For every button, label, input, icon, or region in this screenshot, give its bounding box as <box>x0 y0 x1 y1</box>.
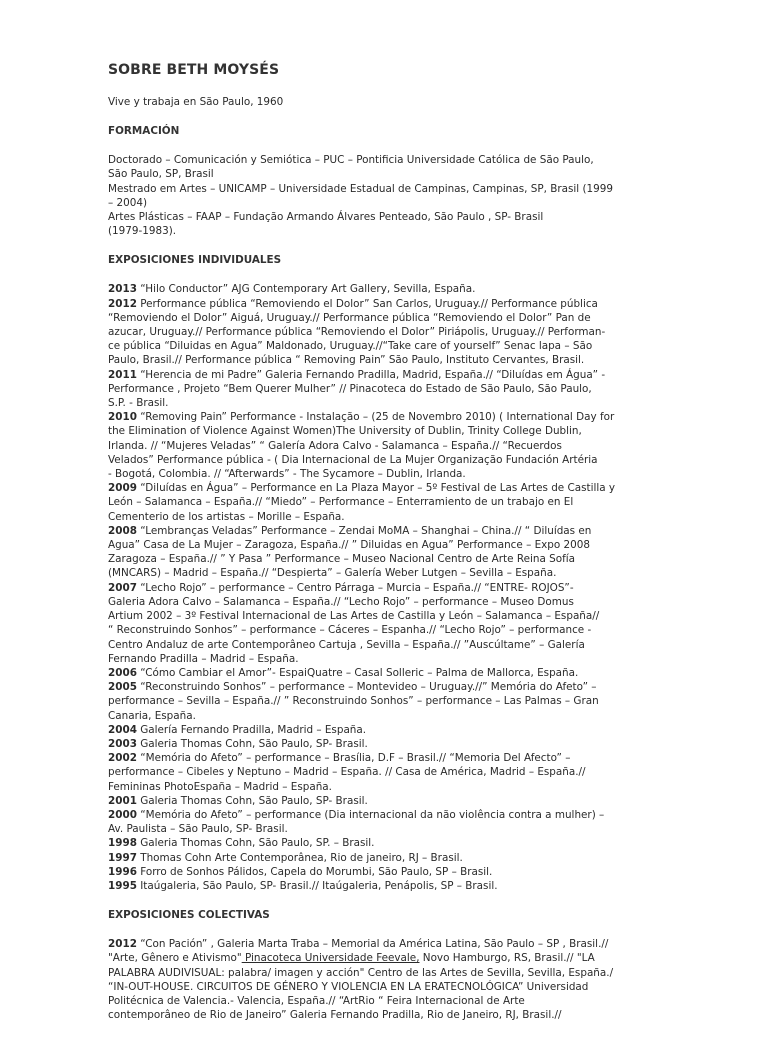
year-label: 2002 <box>108 752 137 765</box>
individuales-line <box>108 822 668 836</box>
entry-text: “Memória do Afeto” – performance (Dia internacional da não violência contra a mulher) – <box>136 808 605 821</box>
entry-text: Paulo, Brasil.// Performance pública “ Removing Pain” São Paulo, Instituto Cervantes, Brasil. <box>108 354 585 367</box>
individuales-line <box>108 652 668 666</box>
individuales-line <box>108 595 668 609</box>
formacion-list <box>108 153 668 238</box>
formacion-heading: FORMACIÓN <box>108 125 180 138</box>
year-label: 2012 <box>108 297 137 310</box>
individuales-line <box>108 424 668 438</box>
entry-text: “Removiendo el Dolor” Aiguá, Uruguay.// Performance pública “Removiendo el Dolor” Pan de <box>108 311 591 324</box>
individuales-line <box>108 396 668 410</box>
formacion-line: Artes Plásticas – FAAP – Fundação Armando Álvares Penteado, São Paulo , SP- Brasil <box>108 211 544 224</box>
entry-text: Velados” Performance pública - ( Dia Internacional de La Mujer Organização Fundación Artéria <box>108 453 598 466</box>
entry-text: Agua” Casa de La Mujer – Zaragoza, España.// ” Diluidas en Agua” Performance – Expo 2008 <box>108 539 591 552</box>
individuales-line <box>108 538 668 552</box>
document-page <box>108 62 668 1038</box>
individuales-line <box>108 495 668 509</box>
entry-text: “Removing Pain” Performance - Instalação – (25 de Novembro 2010) ( International Day for <box>136 411 615 424</box>
individuales-line <box>108 297 668 311</box>
individuales-line <box>108 382 668 396</box>
individuales-line <box>108 638 668 652</box>
year-label: 1996 <box>108 865 137 878</box>
entry-text: Artium 2002 – 3º Festival Internacional de Las Artes de Castilla y León – Salamanca – España// <box>108 610 600 623</box>
entry-text: Cementerio de los artistas – Morille – España. <box>108 510 345 523</box>
individuales-line <box>108 368 668 382</box>
individuales-line <box>108 410 668 424</box>
individuales-line <box>108 581 668 595</box>
colectivas-line <box>108 937 668 951</box>
individuales-line <box>108 737 668 751</box>
individuales-line <box>108 694 668 708</box>
individuales-line <box>108 765 668 779</box>
entry-text: Femininas PhotoEspaña – Madrid – España. <box>108 780 332 793</box>
year-label: 2012 <box>108 938 137 951</box>
entry-text: Centro Andaluz de arte Contemporâneo Cartuja , Sevilla – España.// ”Auscúltame” – Galería <box>108 638 585 651</box>
entry-text: Galeria Thomas Cohn, São Paulo, SP. – Brasil. <box>136 837 375 850</box>
individuales-line <box>108 453 668 467</box>
individuales-line <box>108 836 668 850</box>
entry-text: - Bogotá, Colombia. // “Afterwards” - The Sycamore – Dublin, Irlanda. <box>108 468 466 481</box>
individuales-line <box>108 808 668 822</box>
colectivas-line <box>108 951 668 965</box>
individuales-line <box>108 865 668 879</box>
year-label: 2006 <box>108 666 137 679</box>
entry-text: the Elimination of Violence Against Women)The University of Dublin, Trinity College Dublin, <box>108 425 582 438</box>
entry-text: Irlanda. // “Mujeres Veladas” “ Galería Adora Calvo - Salamanca – España.// “Recuerdos <box>108 439 562 452</box>
entry-text: “Hilo Conductor” AJG Contemporary Art Gallery, Sevilla, España. <box>136 283 476 296</box>
individuales-line <box>108 680 668 694</box>
individuales-list <box>108 282 668 893</box>
entry-text: “Con Pación” , Galeria Marta Traba – Memorial da América Latina, São Paulo – SP , Brasil.// <box>136 938 609 951</box>
entry-text: Galeria Thomas Cohn, São Paulo, SP- Brasil. <box>136 737 368 750</box>
individuales-line <box>108 552 668 566</box>
year-label: 2003 <box>108 737 137 750</box>
entry-text: “Lecho Rojo” – performance – Centro Párraga – Murcia – España.// “ENTRE- ROJOS”- <box>136 581 574 594</box>
colectivas-heading: EXPOSICIONES COLECTIVAS <box>108 909 270 922</box>
entry-text: Thomas Cohn Arte Contemporânea, Rio de janeiro, RJ – Brasil. <box>136 851 463 864</box>
entry-text: Performance , Projeto “Bem Querer Mulher” // Pinacoteca do Estado de São Paulo, São Paulo, <box>108 382 592 395</box>
year-label: 2008 <box>108 524 137 537</box>
year-label: 1995 <box>108 879 137 892</box>
individuales-line <box>108 481 668 495</box>
year-label: 2001 <box>108 794 137 807</box>
entry-text: Zaragoza – España.// ” Y Pasa ” Performance – Museo Nacional Centro de Arte Reina Sofía <box>108 553 575 566</box>
year-label: 2004 <box>108 723 137 736</box>
year-label: 2000 <box>108 808 137 821</box>
year-label: 2009 <box>108 482 137 495</box>
individuales-line <box>108 879 668 893</box>
entry-text: Itaúgaleria, São Paulo, SP- Brasil.// Itaúgaleria, Penápolis, SP – Brasil. <box>136 879 498 892</box>
individuales-line <box>108 609 668 623</box>
formacion-line: (1979-1983). <box>108 225 177 238</box>
individuales-line <box>108 467 668 481</box>
year-label: 2011 <box>108 368 137 381</box>
entry-text: “Lembranças Veladas” Performance – Zendai MoMA – Shanghai – China.// “ Diluídas en <box>136 524 592 537</box>
colectivas-line: PALABRA AUDIVISUAL: palabra/ imagen y acción" Centro de las Artes de Sevilla, Sevilla, España./ <box>108 966 614 979</box>
entry-text: Galería Fernando Pradilla, Madrid – España. <box>136 723 367 736</box>
entry-text: Performance pública “Removiendo el Dolor” San Carlos, Uruguay.// Performance pública <box>136 297 598 310</box>
colectivas-line: “IN-OUT-HOUSE. CIRCUITOS DE GÉNERO Y VIOLENCIA EN LA ERATECNOLÓGICA” Universidad <box>108 980 589 993</box>
entry-text: performance – Cibeles y Neptuno – Madrid – España. // Casa de América, Madrid – España.// <box>108 766 586 779</box>
individuales-line <box>108 851 668 865</box>
individuales-line <box>108 751 668 765</box>
colectivas-list <box>108 937 668 1022</box>
individuales-line <box>108 709 668 723</box>
individuales-line <box>108 282 668 296</box>
entry-text: “Diluídas en Água” – Performance en La Plaza Mayor – 5º Festival de Las Artes de Castilla y <box>136 482 616 495</box>
individuales-heading: EXPOSICIONES INDIVIDUALES <box>108 254 282 267</box>
entry-text: Galeria Thomas Cohn, São Paulo, SP- Brasil. <box>136 794 368 807</box>
entry-text: "Arte, Gênero e Ativismo" <box>108 952 242 965</box>
entry-text: “Cómo Cambiar el Amor”- EspaiQuatre – Casal Solleric – Palma de Mallorca, España. <box>136 666 579 679</box>
individuales-line <box>108 325 668 339</box>
page-title: SOBRE BETH MOYSÉS <box>108 62 280 78</box>
entry-text: Av. Paulista – São Paulo, SP- Brasil. <box>108 823 288 836</box>
entry-text: performance – Sevilla – España.// ” Reconstruindo Sonhos” – performance – Las Palmas – Gran <box>108 695 599 708</box>
individuales-line <box>108 623 668 637</box>
formacion-line: Doctorado – Comunicación y Semiótica – PUC – Pontificia Universidade Católica de São Paulo, <box>108 154 594 167</box>
formacion-line: – 2004) <box>108 196 147 209</box>
entry-text: azucar, Uruguay.// Performance pública “Removiendo el Dolor” Piriápolis, Uruguay.// Performan- <box>108 326 606 339</box>
individuales-line <box>108 510 668 524</box>
individuales-line <box>108 666 668 680</box>
entry-text: (MNCARS) – Madrid – España.// “Despierta” – Galería Weber Lutgen – Sevilla – España. <box>108 567 557 580</box>
entry-text: Forro de Sonhos Pálidos, Capela do Morumbi, São Paulo, SP – Brasil. <box>136 865 493 878</box>
individuales-line <box>108 339 668 353</box>
individuales-line <box>108 311 668 325</box>
year-label: 2013 <box>108 283 137 296</box>
individuales-line <box>108 794 668 808</box>
entry-text: “Reconstruindo Sonhos” – performance – Montevideo – Uruguay.//” Memória do Afeto” – <box>136 681 597 694</box>
entry-text: “Herencia de mi Padre” Galeria Fernando Pradilla, Madrid, España.// “Diluídas em Água” - <box>136 368 606 381</box>
formacion-line: Mestrado em Artes – UNICAMP – Universidade Estadual de Campinas, Campinas, SP, Brasil (1999 <box>108 182 613 195</box>
entry-text: Novo Hamburgo, RS, Brasil.// "LA <box>419 952 595 965</box>
pinacoteca-link[interactable]: Pinacoteca Universidade Feevale, <box>241 952 420 965</box>
individuales-line <box>108 353 668 367</box>
lead-text: Vive y trabaja en São Paulo, 1960 <box>108 96 284 108</box>
individuales-line <box>108 723 668 737</box>
entry-text: León – Salamanca – España.// “Miedo” – Performance – Enterramiento de un trabajo en El <box>108 496 574 509</box>
entry-text: Fernando Pradilla – Madrid – España. <box>108 652 299 665</box>
year-label: 1998 <box>108 837 137 850</box>
entry-text: “Memória do Afeto” – performance – Brasília, D.F – Brasil.// “Memoria Del Afecto” – <box>136 752 571 765</box>
individuales-line <box>108 566 668 580</box>
colectivas-line: Politécnica de Valencia.- Valencia, España.// “ArtRio “ Feira Internacional de Arte <box>108 994 525 1007</box>
formacion-line: São Paulo, SP, Brasil <box>108 168 214 181</box>
year-label: 2005 <box>108 681 137 694</box>
entry-text: Galeria Adora Calvo – Salamanca – España.// “Lecho Rojo” – performance – Museo Domus <box>108 595 574 608</box>
individuales-line <box>108 780 668 794</box>
entry-text: Canaria, España. <box>108 709 196 722</box>
year-label: 1997 <box>108 851 137 864</box>
individuales-line <box>108 524 668 538</box>
colectivas-line: contemporâneo de Rio de Janeiro” Galeria Fernando Pradilla, Rio de Janeiro, RJ, Brasil.// <box>108 1009 562 1022</box>
entry-text: “ Reconstruindo Sonhos” – performance – Cáceres – Espanha.// “Lecho Rojo” – performance - <box>108 624 592 637</box>
individuales-line <box>108 439 668 453</box>
year-label: 2010 <box>108 411 137 424</box>
entry-text: S.P. - Brasil. <box>108 397 169 410</box>
year-label: 2007 <box>108 581 137 594</box>
entry-text: ce pública “Diluidas en Agua” Maldonado, Uruguay.//“Take care of yourself” Senac lapa – São <box>108 340 593 353</box>
